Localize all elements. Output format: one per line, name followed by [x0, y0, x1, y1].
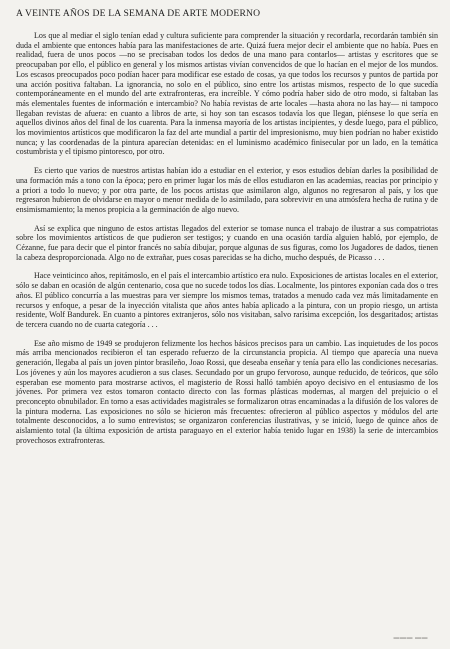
paragraph-5: Ese año mismo de 1949 se produjeron felizmente los hechos básicos precisos para un cambio. Las inquietudes de los pocos más arriba mencionados recibieron el tan esperado refuerzo de la circunstancia propicia. Al tiempo que aparecía una nueva generación, llegaba al país un joven pintor brasileño, Joao Rossi, que deseaba enseñar y tenía para ello las condiciones necesarias. Los jóvenes y aún los mayores acudieron a sus clases. Secundado por un grupo fervoroso, aunque reducido, de teóricos, que sólo esperaban ese momento para mostrarse activos, el magisterio de Rossi halló también apoyo decisivo en el entusiasmo de los jóvenes. Por primera vez estos tomaron contacto directo con las formas plásticas modernas, al margen del prejuicio o el preconcepto obnubilador. En torno a esas actividades magistrales se formalizaron otras encaminadas a la difusión de los valores de la pintura moderna. Las exposiciones no sólo se hicieron más frecuentes: ofrecieron al público aspectos y módulos del arte totalmente desconocidos, a lo sumo entrevistos; se organizaron conferencias ilustrativas, y se inició, luego de quince años de aislamiento total (la última exposición de artista paraguayo en el exterior había tenido lugar en 1938) la serie de intercambios provechosos extrafronteras.: [16, 338, 438, 445]
article-body: [16, 31, 438, 445]
page-header: A VEINTE AÑOS DE LA SEMANA DE ARTE MODERNO: [16, 8, 261, 19]
paragraph-1: Los que al mediar el siglo tenían edad y cultura suficiente para comprender la situación y recordarla, recordarán también sin duda el ambiente que entonces había para las manifestaciones de arte. Quizá fuera mejor decir el ambiente que no había. Pues en realidad, fuera de unos pocos —no se precisaban todos los dedos de una mano para contarlos— artistas y escritores que se preocupaban por ello, el público en general y los mismos artistas vivían convencidos de que lo hacían en el mejor de los mundos. Los escasos preocupados poco podían hacer para modificar ese estado de cosas, ya que todos los recursos y puntos de partida por una acción positiva faltaban. La ignorancia, no solo en el público, sino entre los artistas mismos, respecto de lo que sucedía contemporáneamente en el mundo del arte extrafronteras, era increíble. Y cómo podría haber sido de otro modo, si faltaban las más elementales fuentes de información e intercambio? No había revistas de arte locales —hasta ahora no las hay— ni tampoco llegaban revistas de afuera: en cuanto a libros de arte, si hoy son tan escasos todavía los que llegan, piénsese lo que sería en aquellos divinos años del final de los cuarenta. Para la inmensa mayoría de los artistas incipientes, y desde luego, para el público, los movimientos artísticos que modificaron la faz del arte mundial a partir del impresionismo, muy bien podrían no haber existido nunca; y las coordenadas de la pintura aparecían detenidas: en el luminismo académico finisecular por un lado, en la temática costumbrista y el tipismo pintoresco, por otro.: [16, 31, 438, 157]
paragraph-4: Hace veinticinco años, repitámoslo, en el país el intercambio artístico era nulo. Exposiciones de artistas locales en el exterior, sólo se daban en ocasión de algún centenario, cosa que no sucede todos los días. Localmente, los pintores exponían cada dos o tres años. El público concurría a las muestras para ver siempre los mismos temas, tratados a menudo cada vez más limitadamente en recursos y enfoque, a pesar de la inyección vitalista que años antes había aplicado a la pintura, con un propio riesgo, un artista residente, Wolf Bandurek. En cuanto a pintores extranjeros, sólo nos visitaban, salvo rarísima excepción, los desgaritados; artistas de tercera cuando no de cuarta categoría . . .: [16, 271, 438, 329]
paragraph-2: Es cierto que varios de nuestros artistas habían ido a estudiar en el exterior, y esos estudios debían darles la posibilidad de una formación más a tono con la época; pero en primer lugar los más de ellos estudiaron en las academias, reacias por principio y a priori a todo lo nuevo; y por otra parte, de los pocos artistas que asimilaron algo, algunos no regresaron al país, y los que regresaron hubieron de olvidarse en mayor o menor medida de lo asimilado, para sobrevivir en una atmósfera hecha de rutina y de ensimismamiento; la menos propicia a la germinación de algo nuevo.: [16, 166, 438, 214]
paragraph-3: Así se explica que ninguno de estos artistas llegados del exterior se tomase nunca el trabajo de ilustrar a sus compatriotas sobre los movimientos artísticos de que pudieron ser testigos; y cuando en una ocasión tardía alguien habló, por ejemplo, de Cézanne, fue para decir que el pintor francés no sabía dibujar, porque algunas de sus figuras, como los Jugadores de dados, tienen la cabeza desproporcionada. Algo no de extrañar, pues cosas parecidas se ha dicho, mucho después, de Picasso . . .: [16, 223, 438, 262]
faded-watermark-stamp: ▬▬▬ ▬▬: [393, 635, 428, 641]
